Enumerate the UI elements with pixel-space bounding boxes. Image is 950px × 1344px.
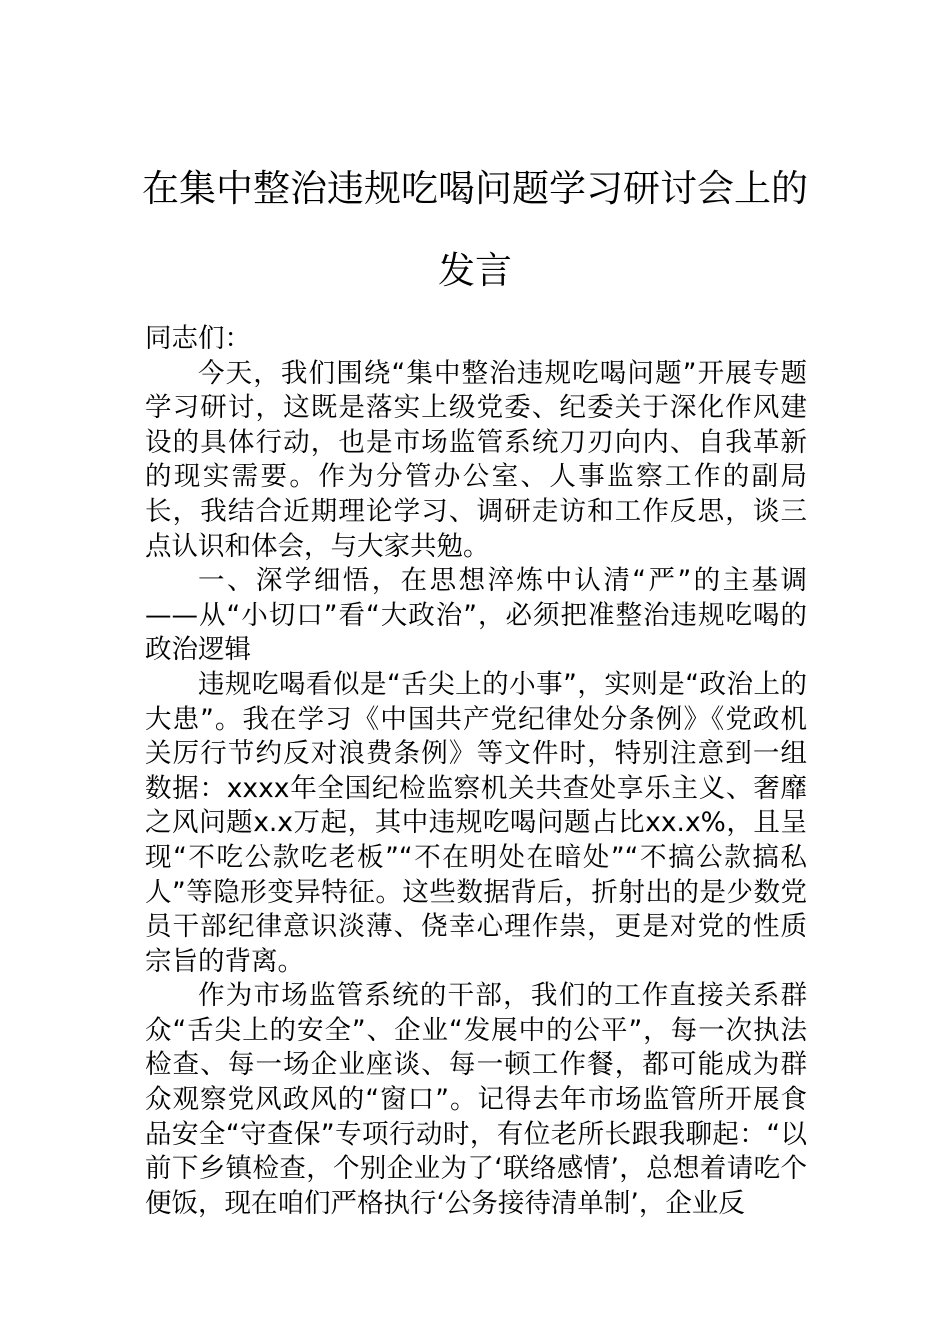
document-body — [145, 322, 807, 1221]
paragraph-data: 违规吃喝看似是“舌尖上的小事”，实则是“政治上的大患”。我在学习《中国共产党纪律处分条例》《党政机关厉行节约反对浪费条例》等文件时，特别注意到一组数据：xxxx年全国纪检监察机关共查处享乐主义、奢靡之风问题x.x万起，其中违规吃喝问题占比xx.x%，且呈现“不吃公款吃老板”“不在明处在暗处”“不搞公款搞私人”等隐形变异特征。这些数据背后，折射出的是少数党员干部纪律意识淡薄、侥幸心理作祟，更是对党的性质宗旨的背离。 — [145, 668, 807, 977]
paragraph-market-supervision: 作为市场监管系统的干部，我们的工作直接关系群众“舌尖上的安全”、企业“发展中的公平”，每一次执法检查、每一场企业座谈、每一顿工作餐，都可能成为群众观察党风政风的“窗口”。记得去年市场监管所开展食品安全“守查保”专项行动时，有位老所长跟我聊起：“以前下乡镇检查，个别企业为了‘联络感情’，总想着请吃个便饭，现在咱们严格执行‘公务接待清单制’，企业反 — [145, 980, 807, 1219]
salutation: 同志们： — [145, 323, 251, 354]
document-title: 在集中整治违规吃喝问题学习研讨会上的发言 — [142, 167, 808, 292]
paragraph-intro: 今天，我们围绕“集中整治违规吃喝问题”开展专题学习研讨，这既是落实上级党委、纪委关于深化作风建设的具体行动，也是市场监管系统刀刃向内、自我革新的现实需要。作为分管办公室、人事监察工作的副局长，我结合近期理论学习、调研走访和工作反思，谈三点认识和体会，与大家共勉。 — [145, 357, 807, 562]
section-heading-1: 一、深学细悟，在思想淬炼中认清“严”的主基调——从“小切口”看“大政治”，必须把准整治违规吃喝的政治逻辑 — [145, 565, 807, 666]
